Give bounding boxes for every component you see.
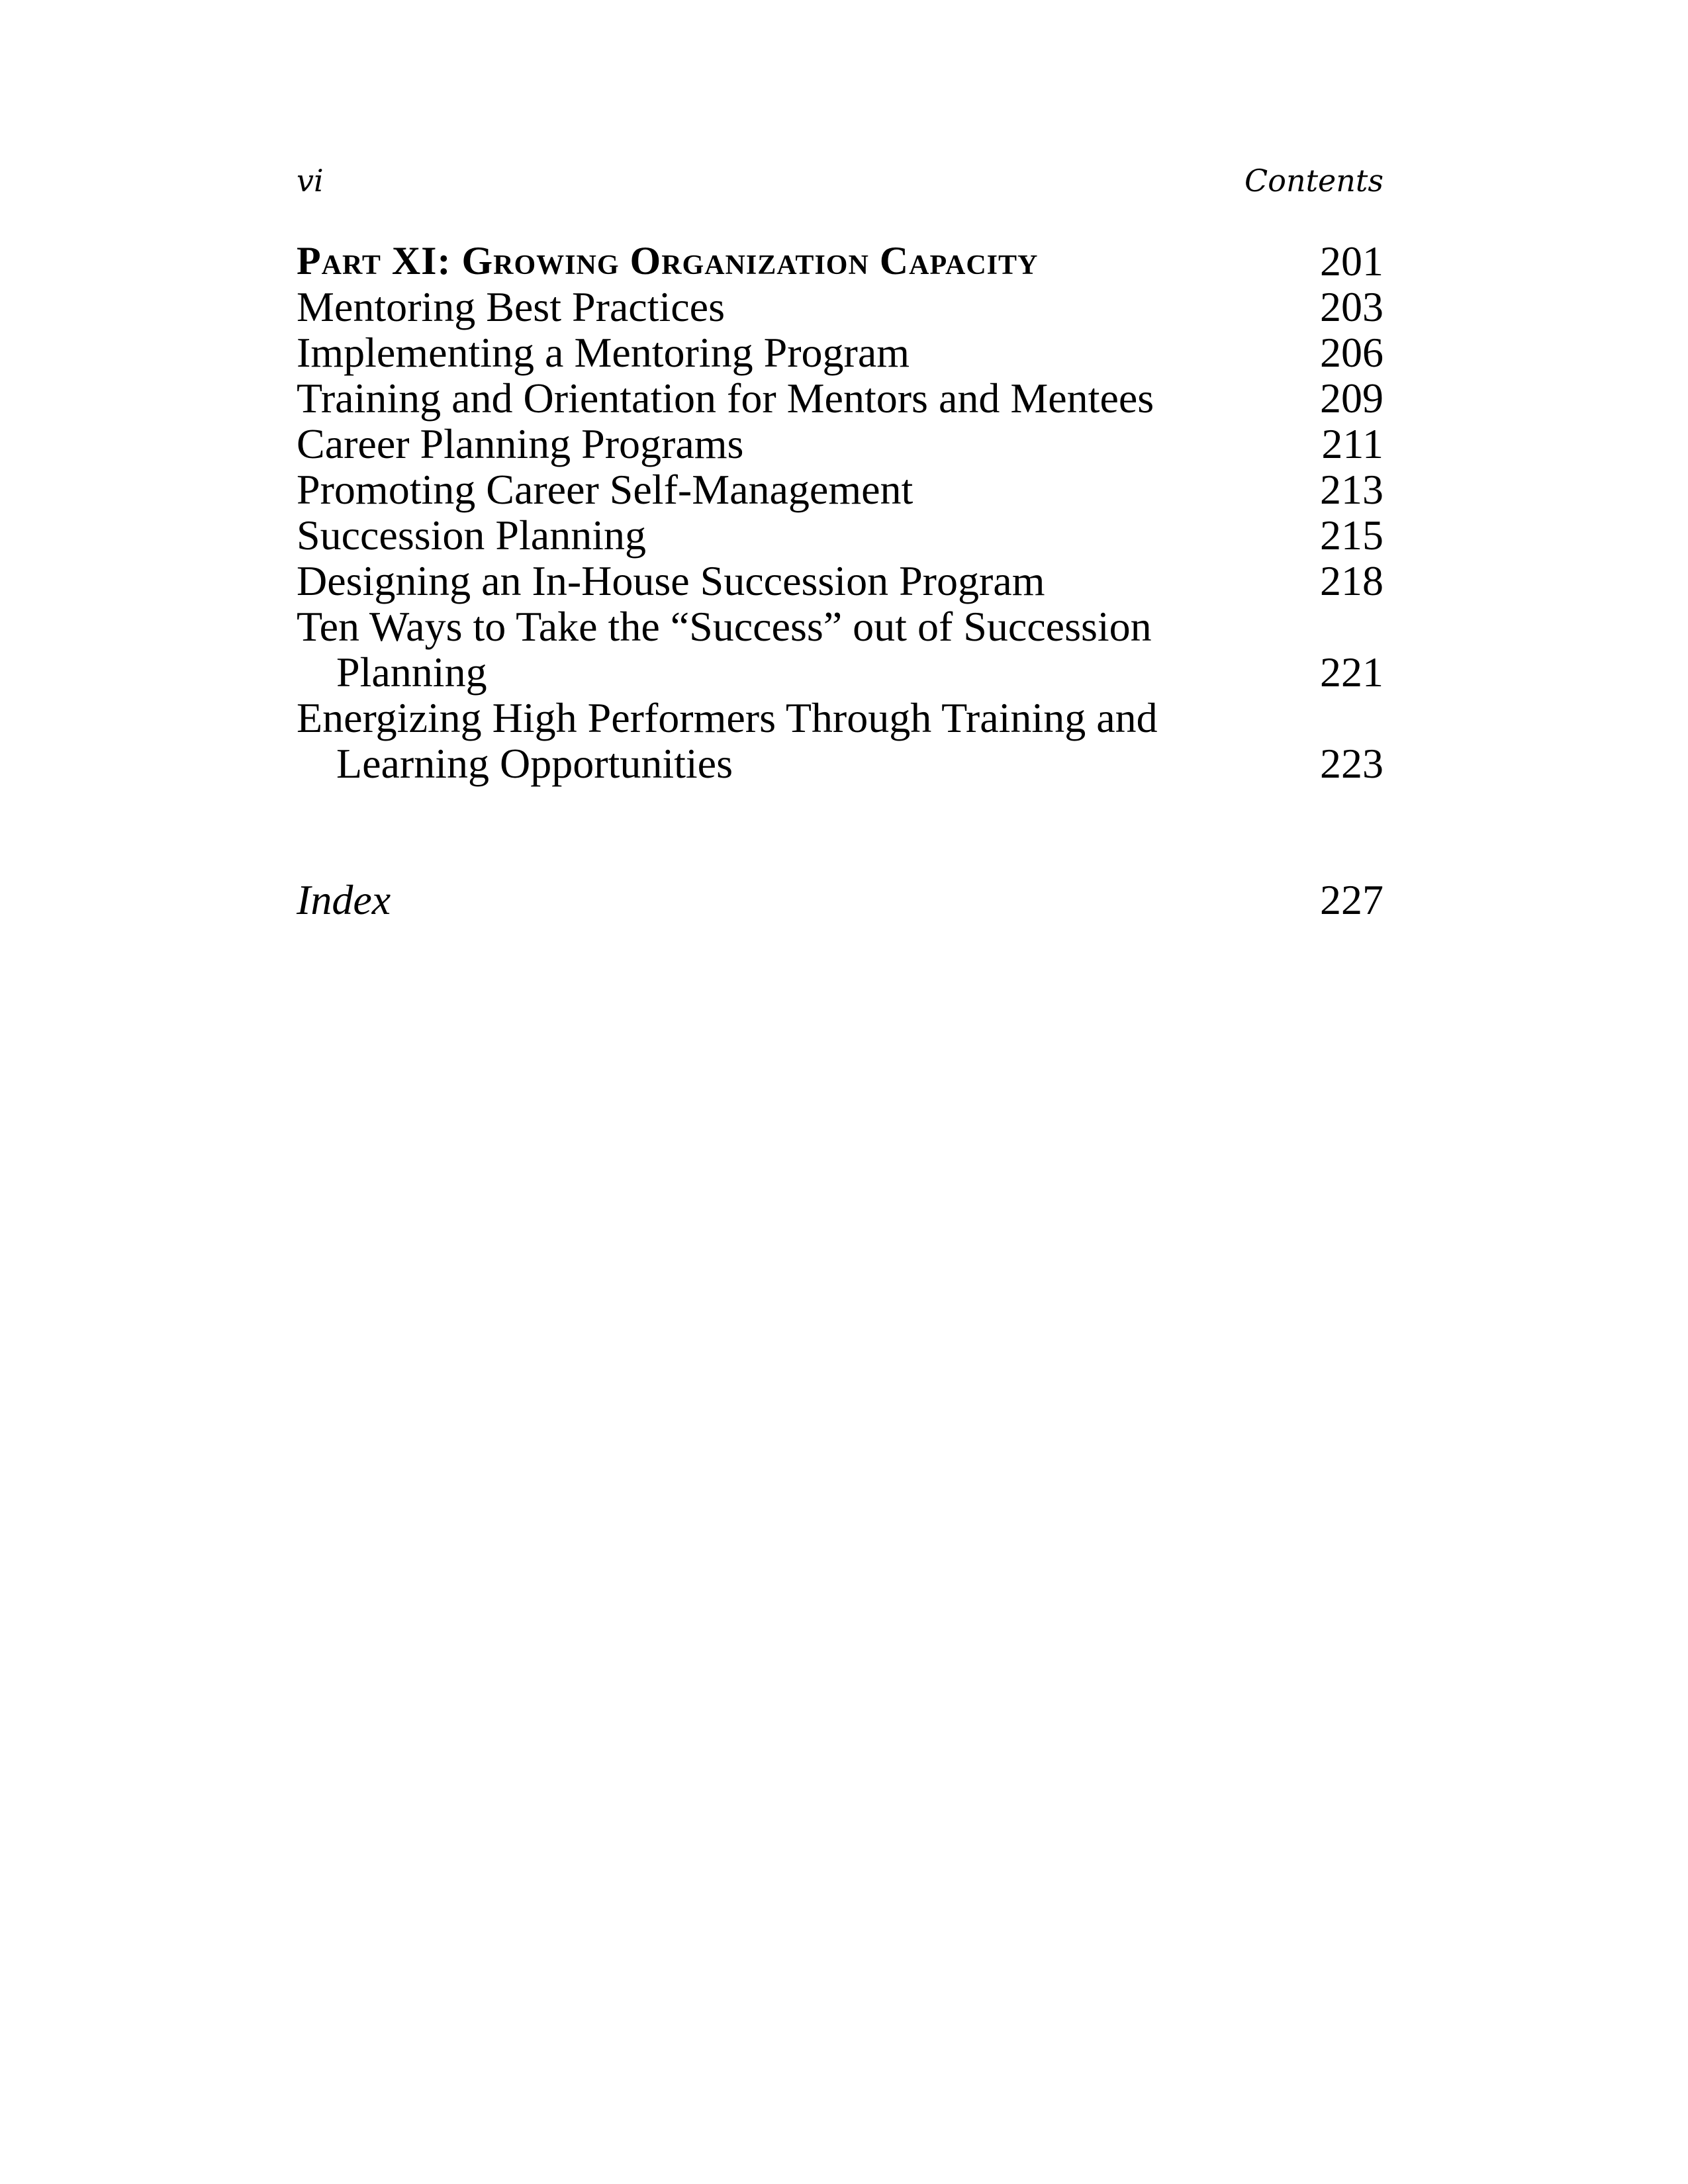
toc-entry-page: 223 xyxy=(1320,740,1383,787)
toc-part-heading[interactable] xyxy=(297,238,1383,284)
toc-entry-title: Energizing High Performers Through Training and Learning Opportunities xyxy=(297,694,1158,787)
page-header xyxy=(297,162,1383,199)
index-title: Index xyxy=(297,876,391,923)
toc-entry[interactable] xyxy=(297,467,1383,512)
toc-entry-page: 211 xyxy=(1321,420,1383,467)
toc-entry[interactable] xyxy=(297,512,1383,558)
toc-entry[interactable] xyxy=(297,375,1383,421)
toc-entry-title: Mentoring Best Practices xyxy=(297,283,725,330)
page-number: vi xyxy=(297,163,324,199)
running-head: Contents xyxy=(1244,163,1383,199)
toc-entry-page: 206 xyxy=(1320,329,1383,376)
toc-entry-title: Training and Orientation for Mentors and Mentees xyxy=(297,375,1154,422)
index-page: 227 xyxy=(1320,876,1383,923)
toc-entry[interactable] xyxy=(297,284,1383,330)
toc-entry[interactable] xyxy=(297,604,1383,695)
toc-entry-page: 221 xyxy=(1320,649,1383,696)
toc-index-entry[interactable] xyxy=(297,877,1383,923)
toc-entry-page: 209 xyxy=(1320,375,1383,422)
toc-entry-title: Career Planning Programs xyxy=(297,420,744,467)
toc-entry-page: 203 xyxy=(1320,283,1383,330)
toc-entry-title: Succession Planning xyxy=(297,512,646,559)
toc-entry-title: Implementing a Mentoring Program xyxy=(297,329,910,376)
toc-entry[interactable] xyxy=(297,695,1383,786)
toc-part-page: 201 xyxy=(1320,238,1383,285)
toc-entry[interactable] xyxy=(297,330,1383,375)
toc-entry[interactable] xyxy=(297,421,1383,467)
toc-entry[interactable] xyxy=(297,558,1383,604)
toc-entry-page: 213 xyxy=(1320,466,1383,513)
table-of-contents xyxy=(297,238,1383,786)
toc-entry-page: 215 xyxy=(1320,512,1383,559)
toc-entry-page: 218 xyxy=(1320,557,1383,604)
toc-entry-title: Promoting Career Self-Management xyxy=(297,466,914,513)
toc-entry-title: Ten Ways to Take the “Success” out of Succession Planning xyxy=(297,603,1152,696)
toc-entry-title: Designing an In-House Succession Program xyxy=(297,557,1045,604)
toc-part-title: Part XI: Growing Organization Capacity xyxy=(297,239,1039,283)
